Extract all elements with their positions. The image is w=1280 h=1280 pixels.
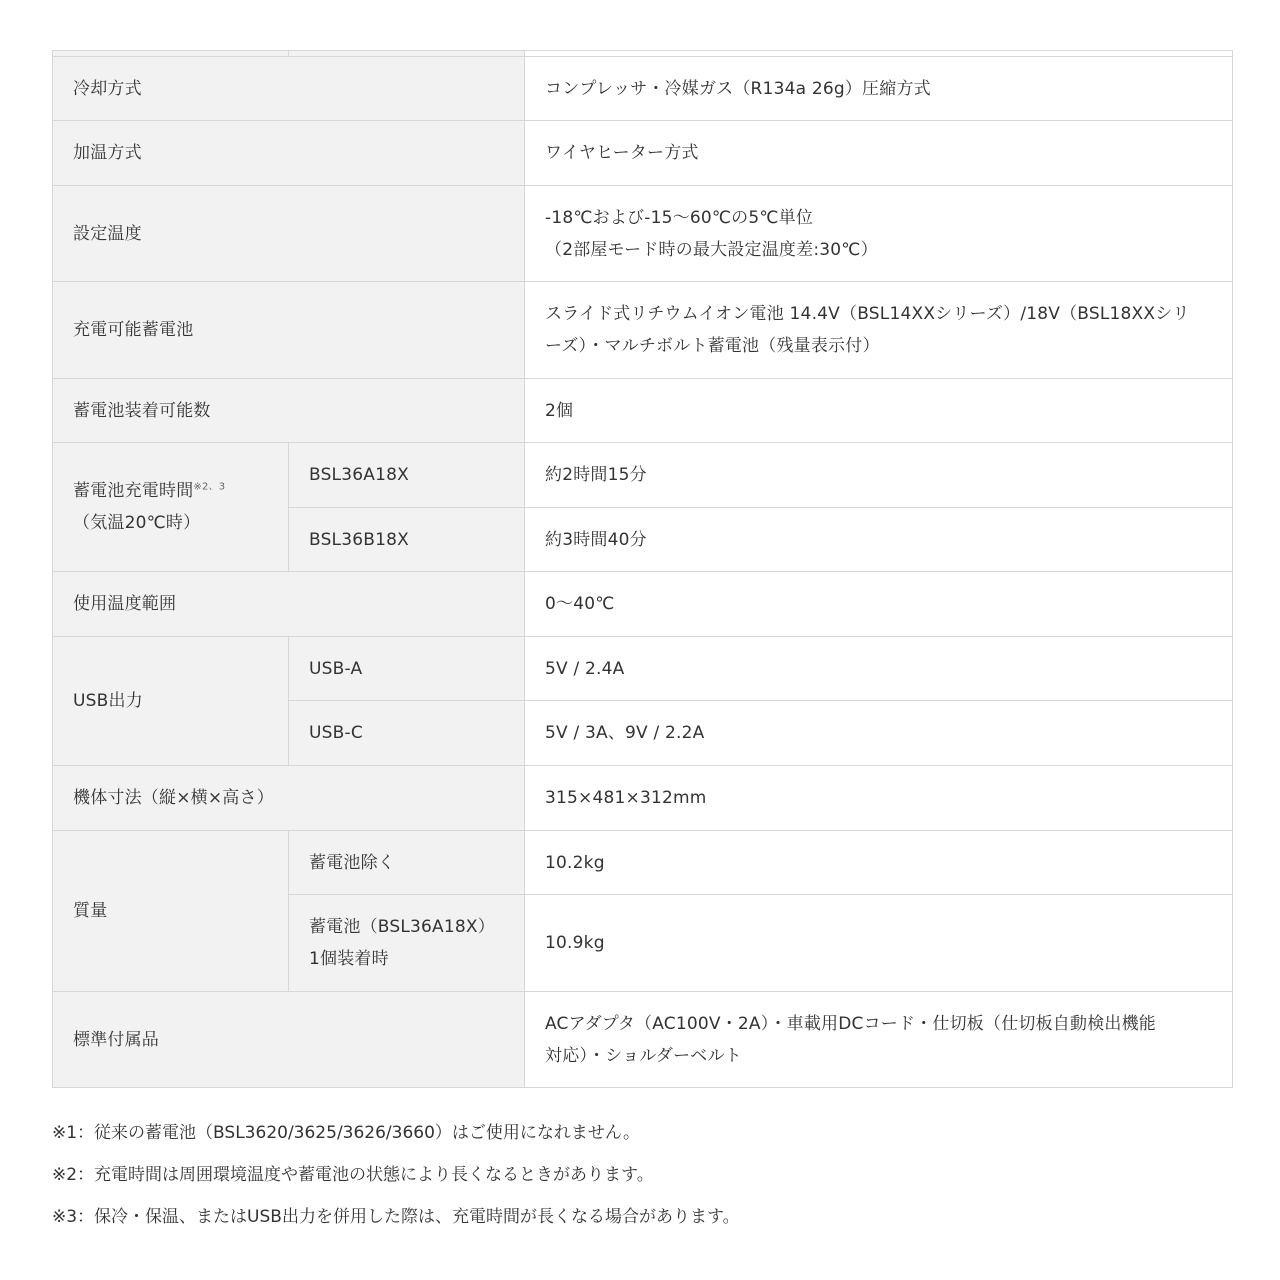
value-line: ACアダプタ（AC100V・2A）・車載用DCコード・仕切板（仕切板自動検出機能 [545,1013,1157,1034]
row-value: 5V / 3A、9V / 2.2A [525,701,1233,766]
label-line [73,475,268,507]
row-value: 約3時間40分 [525,508,1233,572]
row-value [525,186,1233,282]
row-value: ワイヤヒーター方式 [525,121,1233,186]
row-label: 蓄電池装着可能数 [53,379,525,443]
row-value [525,282,1233,379]
footnote-3: ※3：保冷・保温、またはUSB出力を併用した際は、充電時間が長くなる場合があります。 [52,1207,740,1227]
row-value: 2個 [525,379,1233,443]
table-row-battery [53,282,1233,379]
row-label: 標準付属品 [53,992,525,1088]
table-row-battery-count [53,379,1233,443]
table-row-heating [53,121,1233,186]
table-row-op-temp [53,572,1233,637]
footnote-2: ※2：充電時間は周囲環境温度や蓄電池の状態により長くなるときがあります。 [52,1165,654,1185]
sub-label: USB-A [289,637,525,701]
row-value: 315×481×312mm [525,766,1233,831]
sub-label: USB-C [289,701,525,766]
sub-label-line: 1個装着時 [309,949,389,969]
row-label: 使用温度範囲 [53,572,525,637]
table-row-set-temp [53,186,1233,282]
label-text: 蓄電池充電時間 [73,481,194,501]
row-value: 10.9kg [525,895,1233,992]
footnotes [52,1112,1232,1238]
row-label: 機体寸法（縦×横×高さ） [53,766,525,831]
spec-table [52,50,1233,1088]
row-label: 冷却方式 [53,57,525,121]
sub-label: BSL36A18X [289,443,525,508]
row-value: コンプレッサ・冷媒ガス（R134a 26g）圧縮方式 [525,57,1233,121]
value-line: ーズ）・マルチボルト蓄電池（残量表示付） [545,336,880,356]
sub-label: 蓄電池除く [289,831,525,895]
row-label: 加温方式 [53,121,525,186]
value-line: -18℃および-15～60℃の5℃単位 [545,207,814,228]
row-label: 設定温度 [53,186,525,282]
sub-label-line: 蓄電池（BSL36A18X） [309,917,495,937]
row-label: 充電可能蓄電池 [53,282,525,379]
label-line: （気温20℃時） [73,513,201,533]
sub-label [289,895,525,992]
table-row-cooling [53,57,1233,121]
row-value: 0～40℃ [525,572,1233,637]
value-line: スライド式リチウムイオン電池 14.4V（BSL14XXシリーズ）/18V（BSL18XXシリ [545,304,1190,324]
sub-label: BSL36B18X [289,508,525,572]
footnote-marker: ※2、3 [193,481,226,493]
row-label: 質量 [53,831,289,992]
table-row-usb [53,637,1233,701]
row-value [525,992,1233,1088]
row-label [53,443,289,572]
row-value: 約2時間15分 [525,443,1233,508]
table-row-accessories [53,992,1233,1088]
footnote-1: ※1：従来の蓄電池（BSL3620/3625/3626/3660）はご使用になれません。 [52,1123,640,1143]
value-line: 対応）・ショルダーベルト [545,1045,742,1066]
table-row-dimensions [53,766,1233,831]
row-value: 10.2kg [525,831,1233,895]
table-row-charge-time [53,443,1233,508]
value-line: （2部屋モード時の最大設定温度差:30℃） [545,239,878,260]
table-row-mass [53,831,1233,895]
row-label: USB出力 [53,637,289,766]
row-value: 5V / 2.4A [525,637,1233,701]
